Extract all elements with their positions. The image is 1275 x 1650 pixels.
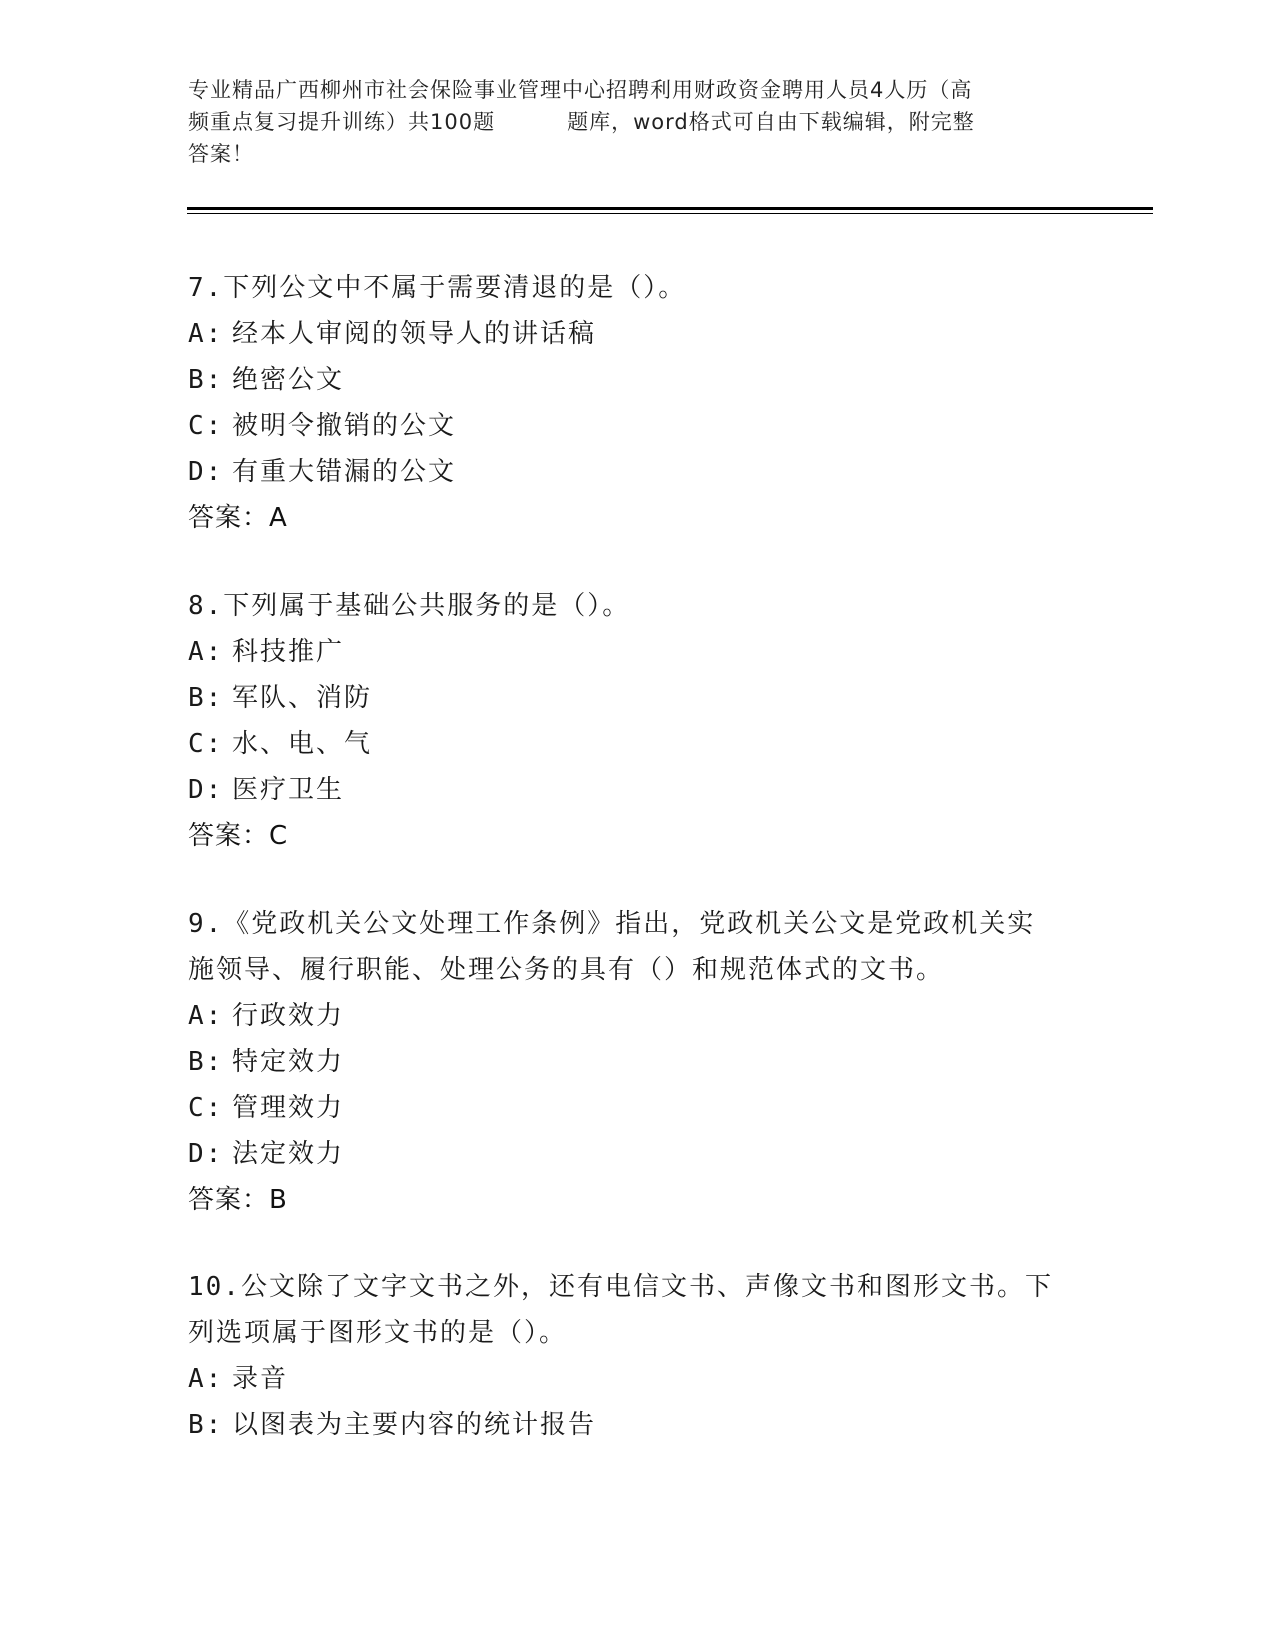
- option-key: C:: [188, 729, 224, 759]
- question-10: [188, 1264, 1088, 1448]
- option-c: [188, 403, 1088, 449]
- question-7: [188, 265, 1088, 541]
- option-key: A:: [188, 319, 224, 349]
- option-text: 军队、消防: [232, 683, 373, 713]
- answer: 答案：C: [188, 821, 289, 851]
- question-stem: 8.下列属于基础公共服务的是（）。: [188, 591, 631, 621]
- header-line-2-part-1: 频重点复习提升训练）共100题: [188, 110, 496, 134]
- option-d: [188, 1131, 1088, 1177]
- answer: 答案：B: [188, 1185, 288, 1215]
- option-text: 录音: [232, 1364, 289, 1394]
- question-stem: 7.下列公文中不属于需要清退的是（）。: [188, 273, 687, 303]
- option-text: 法定效力: [232, 1139, 345, 1169]
- option-key: D:: [188, 457, 224, 487]
- document-header: [188, 74, 1088, 170]
- header-divider-thin: [187, 213, 1153, 214]
- question-stem-line-1: 9.《党政机关公文处理工作条例》指出，党政机关公文是党政机关实: [188, 909, 1036, 939]
- option-key: B:: [188, 1410, 224, 1440]
- option-key: A:: [188, 637, 224, 667]
- option-key: C:: [188, 411, 224, 441]
- option-text: 行政效力: [232, 1001, 345, 1031]
- option-text: 被明令撤销的公文: [232, 411, 457, 441]
- header-line-2: [188, 106, 1088, 138]
- option-key: A:: [188, 1364, 224, 1394]
- header-line-2-part-2: 题库，word格式可自由下载编辑，附完整: [567, 110, 975, 134]
- option-text: 以图表为主要内容的统计报告: [232, 1410, 597, 1440]
- question-stem-line-2: 施领导、履行职能、处理公务的具有（）和规范体式的文书。: [188, 955, 945, 985]
- option-text: 经本人审阅的领导人的讲话稿: [232, 319, 597, 349]
- option-a: [188, 1356, 1088, 1402]
- option-text: 科技推广: [232, 637, 345, 667]
- option-d: [188, 449, 1088, 495]
- option-a: [188, 629, 1088, 675]
- option-b: [188, 357, 1088, 403]
- header-divider-thick: [187, 207, 1153, 210]
- option-key: B:: [188, 1047, 224, 1077]
- header-line-3: 答案！: [188, 142, 254, 166]
- option-c: [188, 721, 1088, 767]
- option-c: [188, 1085, 1088, 1131]
- question-9: [188, 901, 1088, 1223]
- option-key: D:: [188, 775, 224, 805]
- option-text: 有重大错漏的公文: [232, 457, 457, 487]
- answer: 答案：A: [188, 503, 288, 533]
- header-line-1: 专业精品广西柳州市社会保险事业管理中心招聘利用财政资金聘用人员4人历（高: [188, 78, 973, 102]
- option-d: [188, 767, 1088, 813]
- option-key: C:: [188, 1093, 224, 1123]
- question-stem-line-1: 10.公文除了文字文书之外，还有电信文书、声像文书和图形文书。下: [188, 1272, 1053, 1302]
- option-text: 水、电、气: [232, 729, 373, 759]
- option-key: B:: [188, 365, 224, 395]
- option-text: 管理效力: [232, 1093, 345, 1123]
- option-b: [188, 1402, 1088, 1448]
- question-stem-line-2: 列选项属于图形文书的是（）。: [188, 1318, 568, 1348]
- option-text: 绝密公文: [232, 365, 345, 395]
- option-b: [188, 1039, 1088, 1085]
- option-text: 特定效力: [232, 1047, 345, 1077]
- option-key: D:: [188, 1139, 224, 1169]
- option-a: [188, 311, 1088, 357]
- question-8: [188, 583, 1088, 859]
- option-a: [188, 993, 1088, 1039]
- option-text: 医疗卫生: [232, 775, 345, 805]
- option-key: B:: [188, 683, 224, 713]
- option-b: [188, 675, 1088, 721]
- option-key: A:: [188, 1001, 224, 1031]
